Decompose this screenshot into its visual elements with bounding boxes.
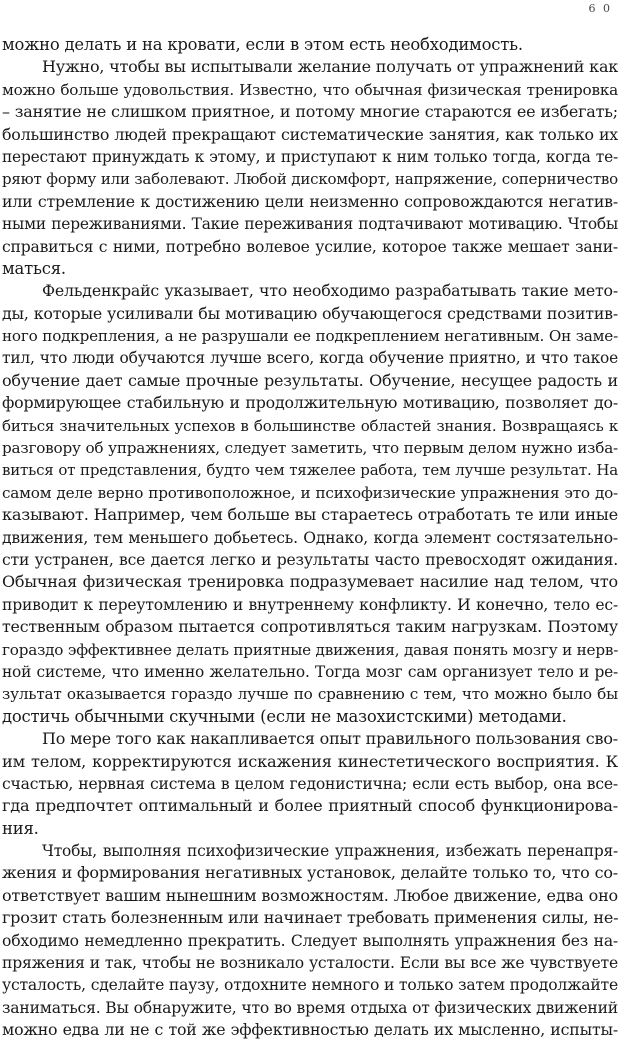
text-line: гда предпочтет оптимальный и более приятный способ функционирова-	[2, 796, 618, 816]
text-line: обходимо немедленно прекратить. Следует выполнять упражнения без на-	[2, 931, 618, 950]
text-line: ного подкрепления, а не разрушали ее подкреплением негативным. Он заме-	[2, 327, 618, 346]
text-line: – занятие не слишком приятное, и потому многие стараются ее избегать;	[2, 102, 618, 122]
text-line: Чтобы, выполняя психофизические упражнения, избежать перенапря-	[42, 842, 618, 861]
text-line: ряют форму или заболевают. Любой дискомфорт, напряжение, соперничество	[2, 170, 618, 189]
text-line: зультат оказывается гораздо лучше по сравнению с тем, что можно было бы	[2, 685, 618, 704]
text-line: большинство людей прекращают систематические занятия, как только их	[2, 124, 618, 144]
text-line: Фельденкрайс указывает, что необходимо разрабатывать такие мето-	[42, 281, 618, 301]
text-line: справиться с ними, потребно волевое усилие, которое также мешает зани-	[2, 237, 618, 256]
text-line: заниматься. Вы обнаружите, что во время отдыха от физических движений	[2, 998, 618, 1017]
text-line: сти устранен, все дается легко и результаты часто превосходят ожидания.	[2, 550, 618, 569]
text-line: движения, тем меньшего добьетесь. Однако, когда элемент состязательно-	[2, 528, 618, 547]
text-line: тил, что люди обучаются лучше всего, когда обучение приятно, и что такое	[2, 349, 618, 368]
text-line: виться от представления, будто чем тяжелее работа, тем лучше результат. На	[2, 461, 618, 480]
text-line: ния.	[2, 818, 39, 838]
text-line: ной системе, что именно желательно. Тогда мозг сам организует тело и ре-	[2, 662, 618, 681]
text-line: разговору об упражнениях, следует заметить, что первым делом нужно изба-	[2, 439, 618, 458]
text-line: ды, которые усиливали бы мотивацию обучающегося средствами позитив-	[2, 303, 618, 323]
text-line: ответствует вашим нынешним возможностям. Любое движение, едва оно	[2, 885, 618, 905]
text-line: биться значительных успехов в большинстве областей знания. Возвращаясь к	[2, 416, 618, 435]
text-line: перестают принуждать к этому, и приступают к ним только тогда, когда те-	[2, 147, 618, 166]
text-line: тественным образом пытается сопротивляться таким нагрузкам. Поэтому	[2, 617, 618, 637]
text-line: Нужно, чтобы вы испытывали желание получать от упражнений как	[42, 57, 619, 77]
text-line: самом деле верно противоположное, и психофизические упражнения это до-	[2, 483, 618, 502]
text-line: усталость, сделайте паузу, отдохните немного и только затем продолжайте	[2, 976, 618, 995]
text-line: гораздо эффективнее делать приятные движения, давая понять мозгу и нерв-	[2, 640, 619, 659]
text-line: казывают. Например, чем больше вы стараетесь отработать те или иные	[2, 505, 618, 525]
page-number: 6 0	[588, 2, 612, 15]
text-line: обучение дает самые прочные результаты. Обучение, несущее радость и	[2, 370, 618, 390]
page-body	[2, 34, 618, 1042]
text-line: им телом, корректируются искажения кинестетического восприятия. К	[2, 751, 618, 771]
text-line: пряжения и так, чтобы не возникало усталости. Если вы все же чувствуете	[2, 954, 618, 973]
text-line: можно едва ли не с той же эффективностью делать их мысленно, испыты-	[2, 1020, 618, 1040]
text-line: или стремление к достижению цели неизменно сопровождаются негатив-	[2, 191, 618, 211]
text-line: жения и формирования негативных установок, делайте только то, что со-	[2, 863, 618, 883]
text-line: грозит стать болезненным или начинает требовать применения силы, не-	[2, 908, 619, 928]
text-line: ными переживаниями. Такие переживания подтачивают мотивацию. Чтобы	[2, 215, 618, 234]
text-line: достичь обычными скучными (если не мазохистскими) методами.	[2, 706, 567, 726]
text-line: приводит к переутомлению и внутреннему конфликту. И конечно, тело ес-	[2, 595, 618, 614]
text-line: Обычная физическая тренировка подразумевает насилие над телом, что	[2, 572, 618, 592]
text-line: можно делать и на кровати, если в этом есть необходимость.	[2, 35, 523, 54]
text-line: формирующее стабильную и продолжительную мотивацию, позволяет до-	[2, 393, 618, 413]
text-line: можно больше удовольствия. Известно, что обычная физическая тренировка	[2, 80, 618, 99]
text-line: По мере того как накапливается опыт правильного пользования сво-	[42, 729, 618, 749]
text-line: счастью, нервная система в целом гедонистична; если есть выбор, она все-	[2, 774, 618, 793]
text-line: маться.	[2, 258, 66, 278]
